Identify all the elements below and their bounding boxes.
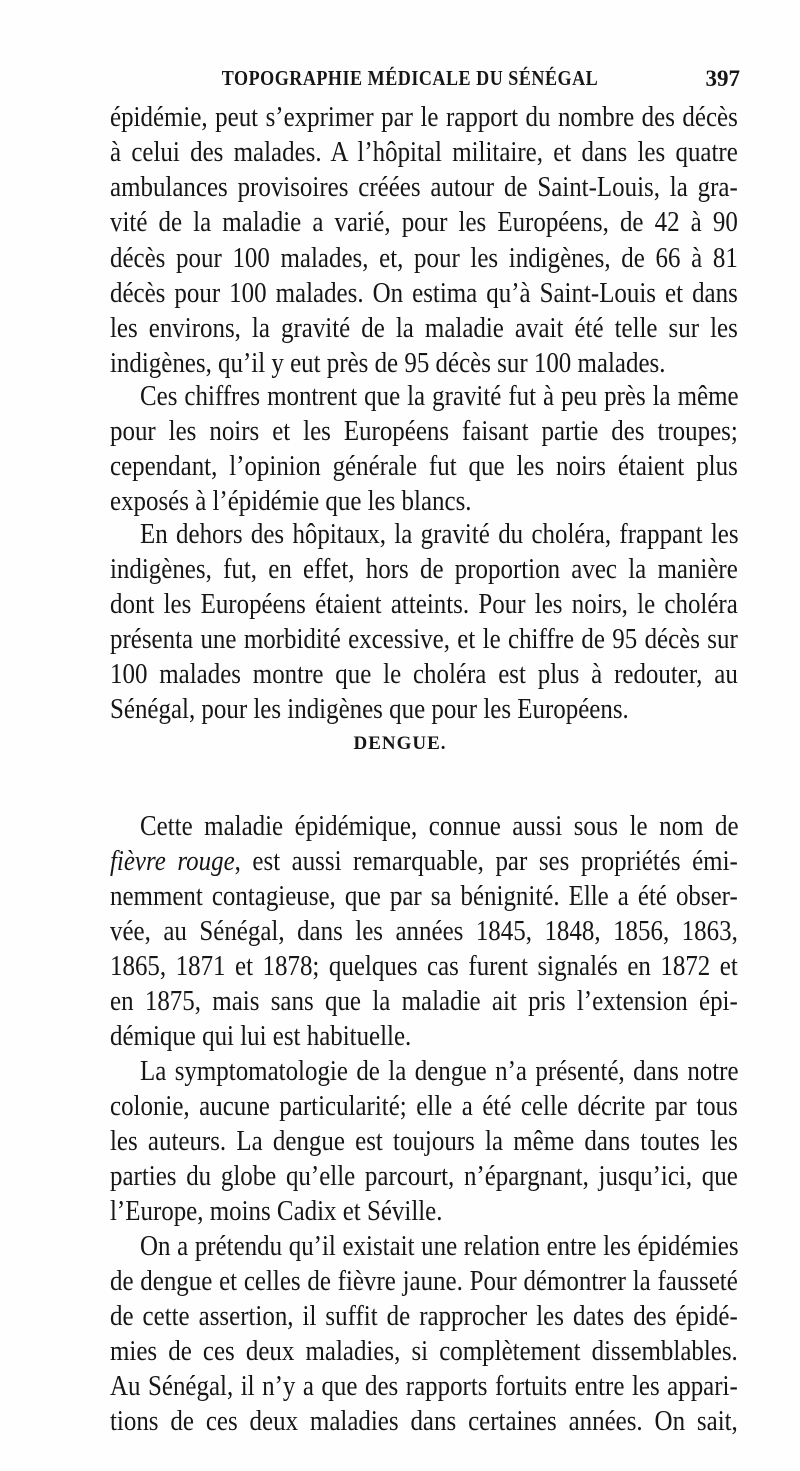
section-heading: DENGUE. xyxy=(353,733,447,754)
running-head-title: TOPOGRAPHIE MÉDICALE DU SÉNÉGAL xyxy=(221,66,599,90)
text-line: en 1875, mais sans que la maladie ait pris l’extension épi- xyxy=(110,985,738,1017)
italic-term: fièvre rouge xyxy=(110,845,235,877)
text-line: colonie, aucune particularité; elle a été celle décrite par tous xyxy=(110,1090,738,1122)
text-line: La symptomatologie de la dengue n’a présenté, dans notre xyxy=(140,1055,739,1087)
text-line: les auteurs. La dengue est toujours la même dans toutes les xyxy=(110,1125,738,1157)
text-line: décès pour 100 malades. On estima qu’à Saint-Louis et dans xyxy=(110,277,738,309)
running-head xyxy=(80,66,740,96)
text-line: Sénégal, pour les indigènes que pour les Européens. xyxy=(110,693,629,725)
text-line: démique qui lui est habituelle. xyxy=(110,1020,412,1052)
text-line: ambulances provisoires créées autour de Saint-Louis, la gra- xyxy=(110,171,738,203)
text-line: On a prétendu qu’il existait une relation entre les épidémies xyxy=(140,1230,739,1262)
text-line: indigènes, qu’il y eut près de 95 décès sur 100 malades. xyxy=(110,347,666,379)
text-line: les environs, la gravité de la maladie avait été telle sur les xyxy=(110,312,738,344)
text-line xyxy=(110,843,738,879)
text-line: présenta une morbidité excessive, et le chiffre de 95 décès sur xyxy=(110,623,738,655)
text-line: à celui des malades. A l’hôpital militaire, et dans les quatre xyxy=(110,136,738,168)
text-line: l’Europe, moins Cadix et Séville. xyxy=(110,1195,443,1227)
text-line: pour les noirs et les Européens faisant partie des troupes; xyxy=(110,415,738,447)
text-span: , est aussi remarquable, par ses propriétés émi- xyxy=(234,845,738,877)
text-line: vité de la maladie a varié, pour les Européens, de 42 à 90 xyxy=(110,206,738,238)
text-line: cependant, l’opinion générale fut que les noirs étaient plus xyxy=(110,450,738,482)
text-line: indigènes, fut, en effet, hors de proportion avec la manière xyxy=(110,553,738,585)
text-line: de cette assertion, il suffit de rapprocher les dates des épidé- xyxy=(110,1300,738,1332)
text-line: décès pour 100 malades, et, pour les indigènes, de 66 à 81 xyxy=(110,242,738,274)
text-line: dont les Européens étaient atteints. Pour les noirs, le choléra xyxy=(110,588,738,620)
page-number: 397 xyxy=(705,66,740,91)
text-line: nemment contagieuse, que par sa bénignité. Elle a été obser- xyxy=(110,880,738,912)
text-line: Ces chiffres montrent que la gravité fut à peu près la même xyxy=(140,380,739,412)
text-line: parties du globe qu’elle parcourt, n’épargnant, jusqu’ici, que xyxy=(110,1160,738,1192)
text-line: 1865, 1871 et 1878; quelques cas furent signalés en 1872 et xyxy=(110,950,738,982)
text-line: exposés à l’épidémie que les blancs. xyxy=(110,485,472,517)
text-line: épidémie, peut s’exprimer par le rapport du nombre des décès xyxy=(110,101,738,133)
text-line: tions de ces deux maladies dans certaines années. On sait, xyxy=(110,1405,738,1437)
text-line: En dehors des hôpitaux, la gravité du choléra, frappant les xyxy=(140,518,739,550)
text-line: Au Sénégal, il n’y a que des rapports fortuits entre les appari- xyxy=(110,1370,738,1402)
text-line: de dengue et celles de fièvre jaune. Pour démontrer la fausseté xyxy=(110,1265,738,1297)
text-line: vée, au Sénégal, dans les années 1845, 1848, 1856, 1863, xyxy=(110,915,738,947)
text-line: 100 malades montre que le choléra est plus à redouter, au xyxy=(110,658,738,690)
text-line: Cette maladie épidémique, connue aussi sous le nom de xyxy=(140,810,739,842)
text-line: mies de ces deux maladies, si complètement dissemblables. xyxy=(110,1335,738,1367)
